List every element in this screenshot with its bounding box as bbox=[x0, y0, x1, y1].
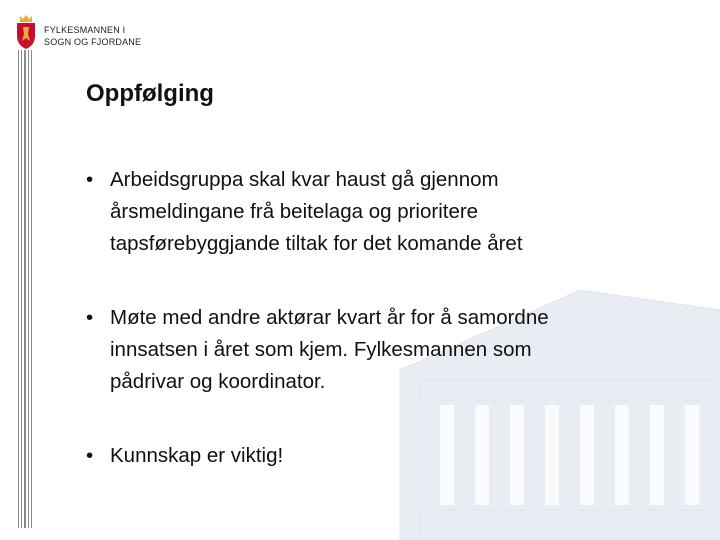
bullet-list bbox=[86, 164, 686, 514]
org-line-2: SOGN OG FJORDANE bbox=[44, 37, 142, 47]
coat-of-arms-logo bbox=[14, 14, 38, 50]
bullet-text-line: Møte med andre aktørar kvart år for å samordne bbox=[110, 306, 549, 329]
bullet-text-line: Kunnskap er viktig! bbox=[110, 444, 284, 467]
bullet-icon: • bbox=[86, 444, 94, 467]
bullet-item bbox=[86, 302, 686, 398]
bullet-icon: • bbox=[86, 168, 94, 191]
bullet-item bbox=[86, 440, 686, 472]
bullet-text-line: tapsførebyggjande tiltak for det komande året bbox=[110, 232, 523, 255]
slide-title: Oppfølging bbox=[86, 80, 214, 107]
organization-name bbox=[44, 24, 141, 48]
bullet-text-line: innsatsen i året som kjem. Fylkesmannen som bbox=[110, 338, 532, 361]
bullet-item bbox=[86, 164, 686, 260]
org-line-1: FYLKESMANNEN I bbox=[44, 25, 126, 35]
decorative-vertical-lines bbox=[18, 50, 38, 528]
bullet-text-line: årsmeldingane frå beitelaga og prioritere bbox=[110, 200, 479, 223]
bullet-icon: • bbox=[86, 306, 94, 329]
bullet-text-line: Arbeidsgruppa skal kvar haust gå gjennom bbox=[110, 168, 499, 191]
bullet-text-line: pådrivar og koordinator. bbox=[110, 370, 326, 393]
